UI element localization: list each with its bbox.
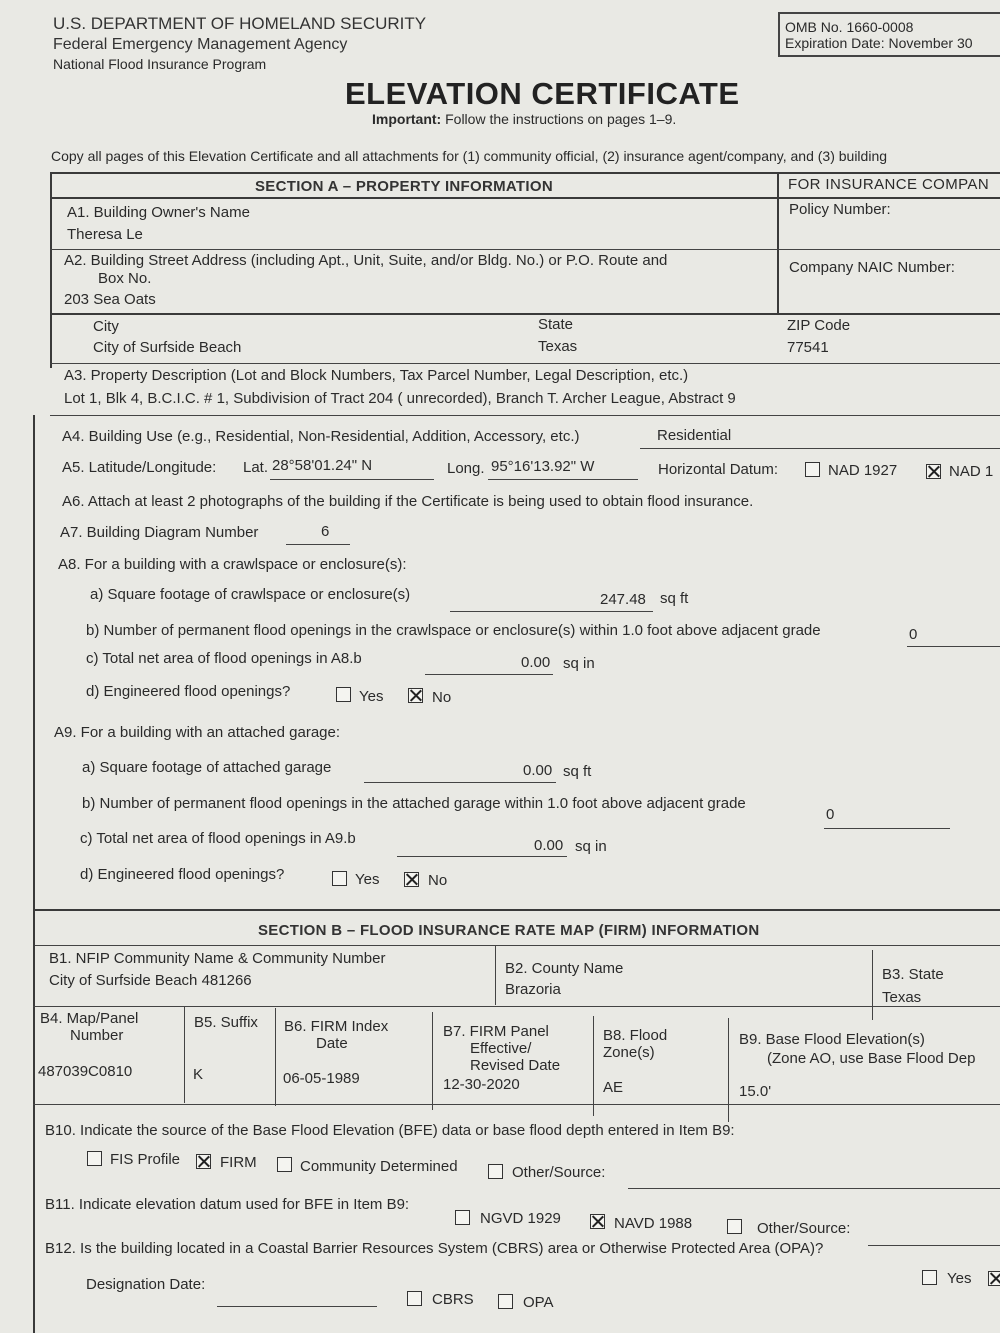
firm-panel-date-field[interactable]: 12-30-2020 [443,1076,520,1093]
ngvd1929-label: NGVD 1929 [480,1210,561,1227]
a8c-label: c) Total net area of flood openings in A8.b [86,650,362,667]
a9d-no-label: No [428,872,448,889]
firm-index-date-field[interactable]: 06-05-1989 [283,1070,360,1087]
b12-yes-checkbox[interactable] [922,1270,937,1285]
important-note [372,111,676,127]
firm-label: FIRM [220,1154,257,1171]
a9c-unit: sq in [575,838,607,855]
garage-sqft-field[interactable]: 0.00 [523,762,553,779]
a9d-yes-checkbox[interactable] [332,871,347,886]
designation-date-label: Designation Date: [86,1276,206,1293]
agency-name: Federal Emergency Management Agency [53,36,348,53]
b10-other-label: Other/Source: [512,1164,606,1181]
expiration-date: Expiration Date: November 30 [785,35,973,51]
b6-label: B6. FIRM Index [284,1018,389,1035]
b12-no-checkbox[interactable] [988,1271,1000,1286]
owner-name-field[interactable]: Theresa Le [67,226,143,243]
b10-label: B10. Indicate the source of the Base Flood Elevation (BFE) data or base flood depth entered in Item B9: [45,1122,735,1139]
crawlspace-sqft-field[interactable]: 247.48 [600,591,646,608]
a6-label: A6. Attach at least 2 photographs of the building if the Certificate is being used to obtain flood insurance. [62,493,754,510]
fis-profile-label: FIS Profile [110,1151,181,1168]
b2-label: B2. County Name [505,960,624,977]
a9d-label: d) Engineered flood openings? [80,866,285,883]
building-use-field[interactable]: Residential [657,427,732,444]
a9c-label: c) Total net area of flood openings in A9.b [80,830,356,847]
b12-label: B12. Is the building located in a Coastal Barrier Resources System (CBRS) area or Otherwise Protected Area (OPA)? [45,1240,824,1257]
garage-openings-field[interactable]: 0 [826,806,835,823]
a4-label: A4. Building Use (e.g., Residential, Non-Residential, Addition, Accessory, etc.) [62,428,580,445]
county-name-field[interactable]: Brazoria [505,981,561,998]
a8d-no-checkbox[interactable] [408,688,423,703]
naic-number-label: Company NAIC Number: [789,259,955,276]
dept-name: U.S. DEPARTMENT OF HOMELAND SECURITY [53,14,427,33]
diagram-number-field[interactable]: 6 [321,523,330,540]
garage-opening-area-field[interactable]: 0.00 [534,837,564,854]
b9-label: B9. Base Flood Elevation(s) [739,1031,925,1048]
copy-note: Copy all pages of this Elevation Certificate and all attachments for (1) community official, (2) insurance agent/company, and (3) building [51,148,888,164]
omb-number: OMB No. 1660-0008 [785,19,914,35]
flood-zone-field[interactable]: AE [603,1079,624,1096]
b3-label: B3. State [882,966,944,983]
b7-label-cont2: Revised Date [470,1057,561,1074]
city-label: City [93,318,119,335]
ngvd1929-checkbox[interactable] [455,1210,470,1225]
a8d-no-label: No [432,689,452,706]
a7-label: A7. Building Diagram Number [60,524,259,541]
lat-label: Lat. [243,459,269,476]
cbrs-label: CBRS [432,1291,474,1308]
policy-number-label: Policy Number: [789,201,891,218]
b1-label: B1. NFIP Community Name & Community Number [49,950,386,967]
b8-label-cont: Zone(s) [603,1044,655,1061]
a9d-no-checkbox[interactable] [404,872,419,887]
opa-label: OPA [523,1294,554,1311]
a2-label-cont: Box No. [98,270,152,287]
b4-label-cont: Number [70,1027,124,1044]
nad1983-checkbox[interactable] [926,464,941,479]
a9b-label: b) Number of permanent flood openings in the attached garage within 1.0 foot above adjacent grade [82,795,746,812]
form-title: ELEVATION CERTIFICATE [345,76,740,111]
a8a-unit: sq ft [660,590,689,607]
section-b-heading: SECTION B – FLOOD INSURANCE RATE MAP (FIRM) INFORMATION [258,922,760,939]
cbrs-checkbox[interactable] [407,1291,422,1306]
a9a-label: a) Square footage of attached garage [82,759,332,776]
horizontal-datum-label: Horizontal Datum: [658,461,779,478]
city-field[interactable]: City of Surfside Beach [93,339,242,356]
zip-field[interactable]: 77541 [787,339,829,356]
a1-label: A1. Building Owner's Name [67,204,250,221]
b5-label: B5. Suffix [194,1014,258,1031]
state-field[interactable]: Texas [538,338,578,355]
a8b-label: b) Number of permanent flood openings in the crawlspace or enclosure(s) within 1.0 foot above adjacent grade [86,622,821,639]
state-label: State [538,316,574,333]
nad1983-label: NAD 1 [949,463,994,480]
crawlspace-opening-area-field[interactable]: 0.00 [521,654,551,671]
a8-label: A8. For a building with a crawlspace or enclosure(s): [58,556,407,573]
a8a-label: a) Square footage of crawlspace or enclosure(s) [90,586,411,603]
map-panel-number-field[interactable]: 487039C0810 [38,1063,133,1080]
latitude-field[interactable]: 28°58'01.24" N [272,457,373,474]
b11-other-label: Other/Source: [757,1220,851,1237]
a9d-yes-label: Yes [355,871,380,888]
suffix-field[interactable]: K [193,1066,204,1083]
property-description-field[interactable]: Lot 1, Blk 4, B.C.I.C. # 1, Subdivision of Tract 204 ( unrecorded), Branch T. Archer League, Abstract 9 [64,390,736,407]
b11-label: B11. Indicate elevation datum used for BFE in Item B9: [45,1196,410,1213]
navd1988-checkbox[interactable] [590,1214,605,1229]
fis-profile-checkbox[interactable] [87,1151,102,1166]
community-determined-label: Community Determined [300,1158,458,1175]
b12-yes-label: Yes [947,1270,972,1287]
b8-label: B8. Flood [603,1027,668,1044]
a5-label: A5. Latitude/Longitude: [62,459,217,476]
a3-label: A3. Property Description (Lot and Block Numbers, Tax Parcel Number, Legal Description, etc.) [64,367,689,384]
important-text: Follow the instructions on pages 1–9. [445,111,677,127]
a8d-label: d) Engineered flood openings? [86,683,291,700]
a9a-unit: sq ft [563,763,592,780]
a8d-yes-checkbox[interactable] [336,687,351,702]
b6-label-cont: Date [316,1035,348,1052]
street-address-field[interactable]: 203 Sea Oats [64,291,156,308]
long-label: Long. [447,460,485,477]
b4-label: B4. Map/Panel [40,1010,139,1027]
community-name-field[interactable]: City of Surfside Beach 481266 [49,972,252,989]
a2-label: A2. Building Street Address (including Apt., Unit, Suite, and/or Bldg. No.) or P.O. Route and [64,252,668,269]
opa-checkbox[interactable] [498,1294,513,1309]
zip-label: ZIP Code [787,317,851,334]
insurance-heading: FOR INSURANCE COMPAN [788,176,990,193]
crawlspace-openings-field[interactable]: 0 [909,626,918,643]
a8c-unit: sq in [563,655,595,672]
b7-label-cont1: Effective/ [470,1040,532,1057]
base-flood-elevation-field[interactable]: 15.0' [739,1083,772,1100]
navd1988-label: NAVD 1988 [614,1215,693,1232]
a8d-yes-label: Yes [359,688,384,705]
b9-label-cont: (Zone AO, use Base Flood Dep [767,1050,976,1067]
firm-checkbox[interactable] [196,1154,211,1169]
longitude-field[interactable]: 95°16'13.92" W [491,458,595,475]
b7-label: B7. FIRM Panel [443,1023,549,1040]
section-a-heading: SECTION A – PROPERTY INFORMATION [255,178,553,195]
important-label: Important: [372,111,442,127]
b10-other-checkbox[interactable] [488,1164,503,1179]
b11-other-checkbox[interactable] [727,1219,742,1234]
program-name: National Flood Insurance Program [53,56,267,72]
nad1927-checkbox[interactable] [805,462,820,477]
community-determined-checkbox[interactable] [277,1157,292,1172]
nad1927-label: NAD 1927 [828,462,898,479]
a9-label: A9. For a building with an attached garage: [54,724,341,741]
b3-state-field[interactable]: Texas [882,989,922,1006]
